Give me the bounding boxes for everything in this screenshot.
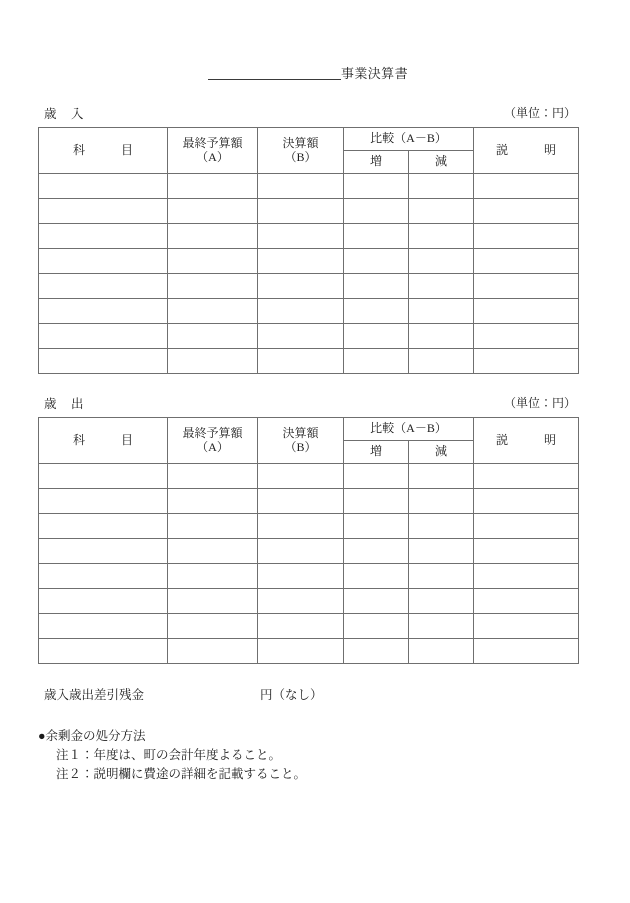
revenue-cell-settlement[interactable] [258,174,344,199]
expenditure-cell-item[interactable] [39,639,168,664]
expenditure-cell-note[interactable] [474,639,579,664]
revenue-cell-settlement[interactable] [258,299,344,324]
revenue-table-header [39,128,579,174]
revenue-unit-label: （単位：円） [503,106,576,120]
revenue-col-increase: 増 [344,151,409,174]
revenue-cell-increase[interactable] [344,299,409,324]
expenditure-cell-decrease[interactable] [409,464,474,489]
revenue-col-note: 説 明 [474,128,579,174]
revenue-cell-increase[interactable] [344,249,409,274]
revenue-cell-budget[interactable] [168,249,258,274]
revenue-cell-budget[interactable] [168,174,258,199]
expenditure-col-item: 科 目 [39,418,168,464]
expenditure-cell-item[interactable] [39,464,168,489]
expenditure-col-note: 説 明 [474,418,579,464]
table-row [39,514,579,539]
expenditure-col-comparison: 比較（A－B） [344,418,474,441]
revenue-cell-settlement[interactable] [258,249,344,274]
revenue-cell-decrease[interactable] [409,174,474,199]
expenditure-cell-settlement[interactable] [258,514,344,539]
expenditure-section-header [38,394,578,412]
footer-notes [38,727,578,784]
revenue-cell-note[interactable] [474,249,579,274]
expenditure-table-body [39,464,579,664]
expenditure-cell-settlement[interactable] [258,639,344,664]
balance-row [44,685,574,703]
expenditure-col-settlement-line1: 決算額 [282,425,319,440]
expenditure-col-budget-line1: 最終予算額 [182,425,243,440]
expenditure-cell-settlement[interactable] [258,464,344,489]
expenditure-cell-decrease[interactable] [409,614,474,639]
expenditure-col-increase: 増 [344,441,409,464]
expenditure-cell-increase[interactable] [344,514,409,539]
revenue-section-header [38,104,578,122]
table-row [39,464,579,489]
expenditure-cell-decrease[interactable] [409,489,474,514]
revenue-cell-decrease[interactable] [409,249,474,274]
expenditure-cell-settlement[interactable] [258,614,344,639]
table-row [39,489,579,514]
expenditure-col-settlement [258,418,344,464]
revenue-cell-note[interactable] [474,199,579,224]
expenditure-cell-settlement[interactable] [258,539,344,564]
revenue-cell-decrease[interactable] [409,299,474,324]
revenue-table [38,127,579,374]
expenditure-cell-increase[interactable] [344,639,409,664]
table-row [39,614,579,639]
revenue-cell-increase[interactable] [344,324,409,349]
footer-note-2: 注２：説明欄に費途の詳細を記載すること。 [56,767,307,781]
table-row [39,324,579,349]
balance-label: 歳入歳出差引残金 [44,688,145,702]
revenue-cell-item[interactable] [39,274,168,299]
table-row [39,224,579,249]
expenditure-cell-budget[interactable] [168,639,258,664]
revenue-cell-item[interactable] [39,224,168,249]
revenue-cell-decrease[interactable] [409,324,474,349]
expenditure-section-label: 歳 出 [44,397,85,411]
expenditure-header-row-1 [39,418,579,441]
revenue-col-item: 科 目 [39,128,168,174]
expenditure-cell-increase[interactable] [344,489,409,514]
expenditure-cell-increase[interactable] [344,614,409,639]
table-row [39,249,579,274]
expenditure-cell-decrease[interactable] [409,639,474,664]
expenditure-cell-note[interactable] [474,514,579,539]
revenue-cell-decrease[interactable] [409,224,474,249]
expenditure-col-settlement-line2: （B） [284,439,317,454]
revenue-cell-increase[interactable] [344,199,409,224]
revenue-cell-item[interactable] [39,324,168,349]
revenue-col-settlement-line1: 決算額 [282,135,319,150]
revenue-col-budget [168,128,258,174]
table-row [39,589,579,614]
expenditure-cell-item[interactable] [39,514,168,539]
revenue-cell-budget[interactable] [168,274,258,299]
table-row [39,174,579,199]
revenue-cell-decrease[interactable] [409,274,474,299]
expenditure-cell-decrease[interactable] [409,514,474,539]
expenditure-cell-note[interactable] [474,564,579,589]
revenue-col-settlement-line2: （B） [284,149,317,164]
expenditure-cell-item[interactable] [39,539,168,564]
revenue-cell-note[interactable] [474,274,579,299]
table-row [39,199,579,224]
revenue-cell-note[interactable] [474,349,579,374]
revenue-cell-item[interactable] [39,349,168,374]
revenue-cell-increase[interactable] [344,174,409,199]
revenue-cell-settlement[interactable] [258,224,344,249]
expenditure-cell-item[interactable] [39,589,168,614]
revenue-cell-budget[interactable] [168,299,258,324]
revenue-section-label: 歳 入 [44,107,85,121]
balance-value: 円（なし） [260,688,323,702]
expenditure-cell-settlement[interactable] [258,489,344,514]
expenditure-cell-settlement[interactable] [258,564,344,589]
revenue-col-settlement [258,128,344,174]
expenditure-cell-increase[interactable] [344,464,409,489]
revenue-cell-item[interactable] [39,199,168,224]
expenditure-cell-item[interactable] [39,614,168,639]
expenditure-cell-decrease[interactable] [409,539,474,564]
footer-notes-heading: ●余剰金の処分方法 [38,729,146,743]
revenue-cell-increase[interactable] [344,274,409,299]
revenue-cell-settlement[interactable] [258,349,344,374]
revenue-cell-increase[interactable] [344,349,409,374]
revenue-cell-budget[interactable] [168,224,258,249]
title-text: 事業決算書 [340,66,408,81]
revenue-cell-item[interactable] [39,249,168,274]
table-row [39,349,579,374]
expenditure-cell-item[interactable] [39,489,168,514]
expenditure-cell-increase[interactable] [344,589,409,614]
revenue-cell-increase[interactable] [344,224,409,249]
page-title [38,63,578,82]
revenue-cell-decrease[interactable] [409,199,474,224]
expenditure-cell-budget[interactable] [168,614,258,639]
table-row [39,539,579,564]
revenue-cell-settlement[interactable] [258,274,344,299]
revenue-cell-decrease[interactable] [409,349,474,374]
revenue-col-decrease: 減 [409,151,474,174]
expenditure-table [38,417,579,664]
expenditure-col-budget [168,418,258,464]
revenue-cell-note[interactable] [474,324,579,349]
revenue-cell-budget[interactable] [168,199,258,224]
expenditure-cell-note[interactable] [474,614,579,639]
table-row [39,639,579,664]
expenditure-cell-budget[interactable] [168,589,258,614]
table-row [39,274,579,299]
expenditure-cell-budget[interactable] [168,514,258,539]
expenditure-cell-settlement[interactable] [258,589,344,614]
revenue-col-comparison: 比較（A－B） [344,128,474,151]
expenditure-col-decrease: 減 [409,441,474,464]
revenue-cell-note[interactable] [474,174,579,199]
revenue-cell-budget[interactable] [168,324,258,349]
expenditure-cell-budget[interactable] [168,539,258,564]
revenue-cell-item[interactable] [39,174,168,199]
revenue-header-row-1 [39,128,579,151]
footer-note-1: 注１：年度は、町の会計年度よること。 [56,748,282,762]
revenue-cell-note[interactable] [474,299,579,324]
expenditure-cell-budget[interactable] [168,489,258,514]
expenditure-cell-increase[interactable] [344,539,409,564]
revenue-cell-settlement[interactable] [258,324,344,349]
table-row [39,564,579,589]
expenditure-cell-note[interactable] [474,539,579,564]
expenditure-cell-note[interactable] [474,589,579,614]
expenditure-cell-note[interactable] [474,464,579,489]
expenditure-unit-label: （単位：円） [503,396,576,410]
expenditure-cell-note[interactable] [474,489,579,514]
revenue-cell-budget[interactable] [168,349,258,374]
revenue-cell-item[interactable] [39,299,168,324]
revenue-col-budget-line2: （A） [196,149,229,164]
revenue-cell-settlement[interactable] [258,199,344,224]
expenditure-cell-budget[interactable] [168,564,258,589]
revenue-cell-note[interactable] [474,224,579,249]
title-blank-field[interactable] [208,66,341,80]
revenue-col-budget-line1: 最終予算額 [182,135,243,150]
expenditure-cell-decrease[interactable] [409,564,474,589]
expenditure-cell-increase[interactable] [344,564,409,589]
revenue-table-body [39,174,579,374]
expenditure-table-header [39,418,579,464]
table-row [39,299,579,324]
expenditure-cell-budget[interactable] [168,464,258,489]
expenditure-cell-item[interactable] [39,564,168,589]
expenditure-col-budget-line2: （A） [196,439,229,454]
expenditure-cell-decrease[interactable] [409,589,474,614]
